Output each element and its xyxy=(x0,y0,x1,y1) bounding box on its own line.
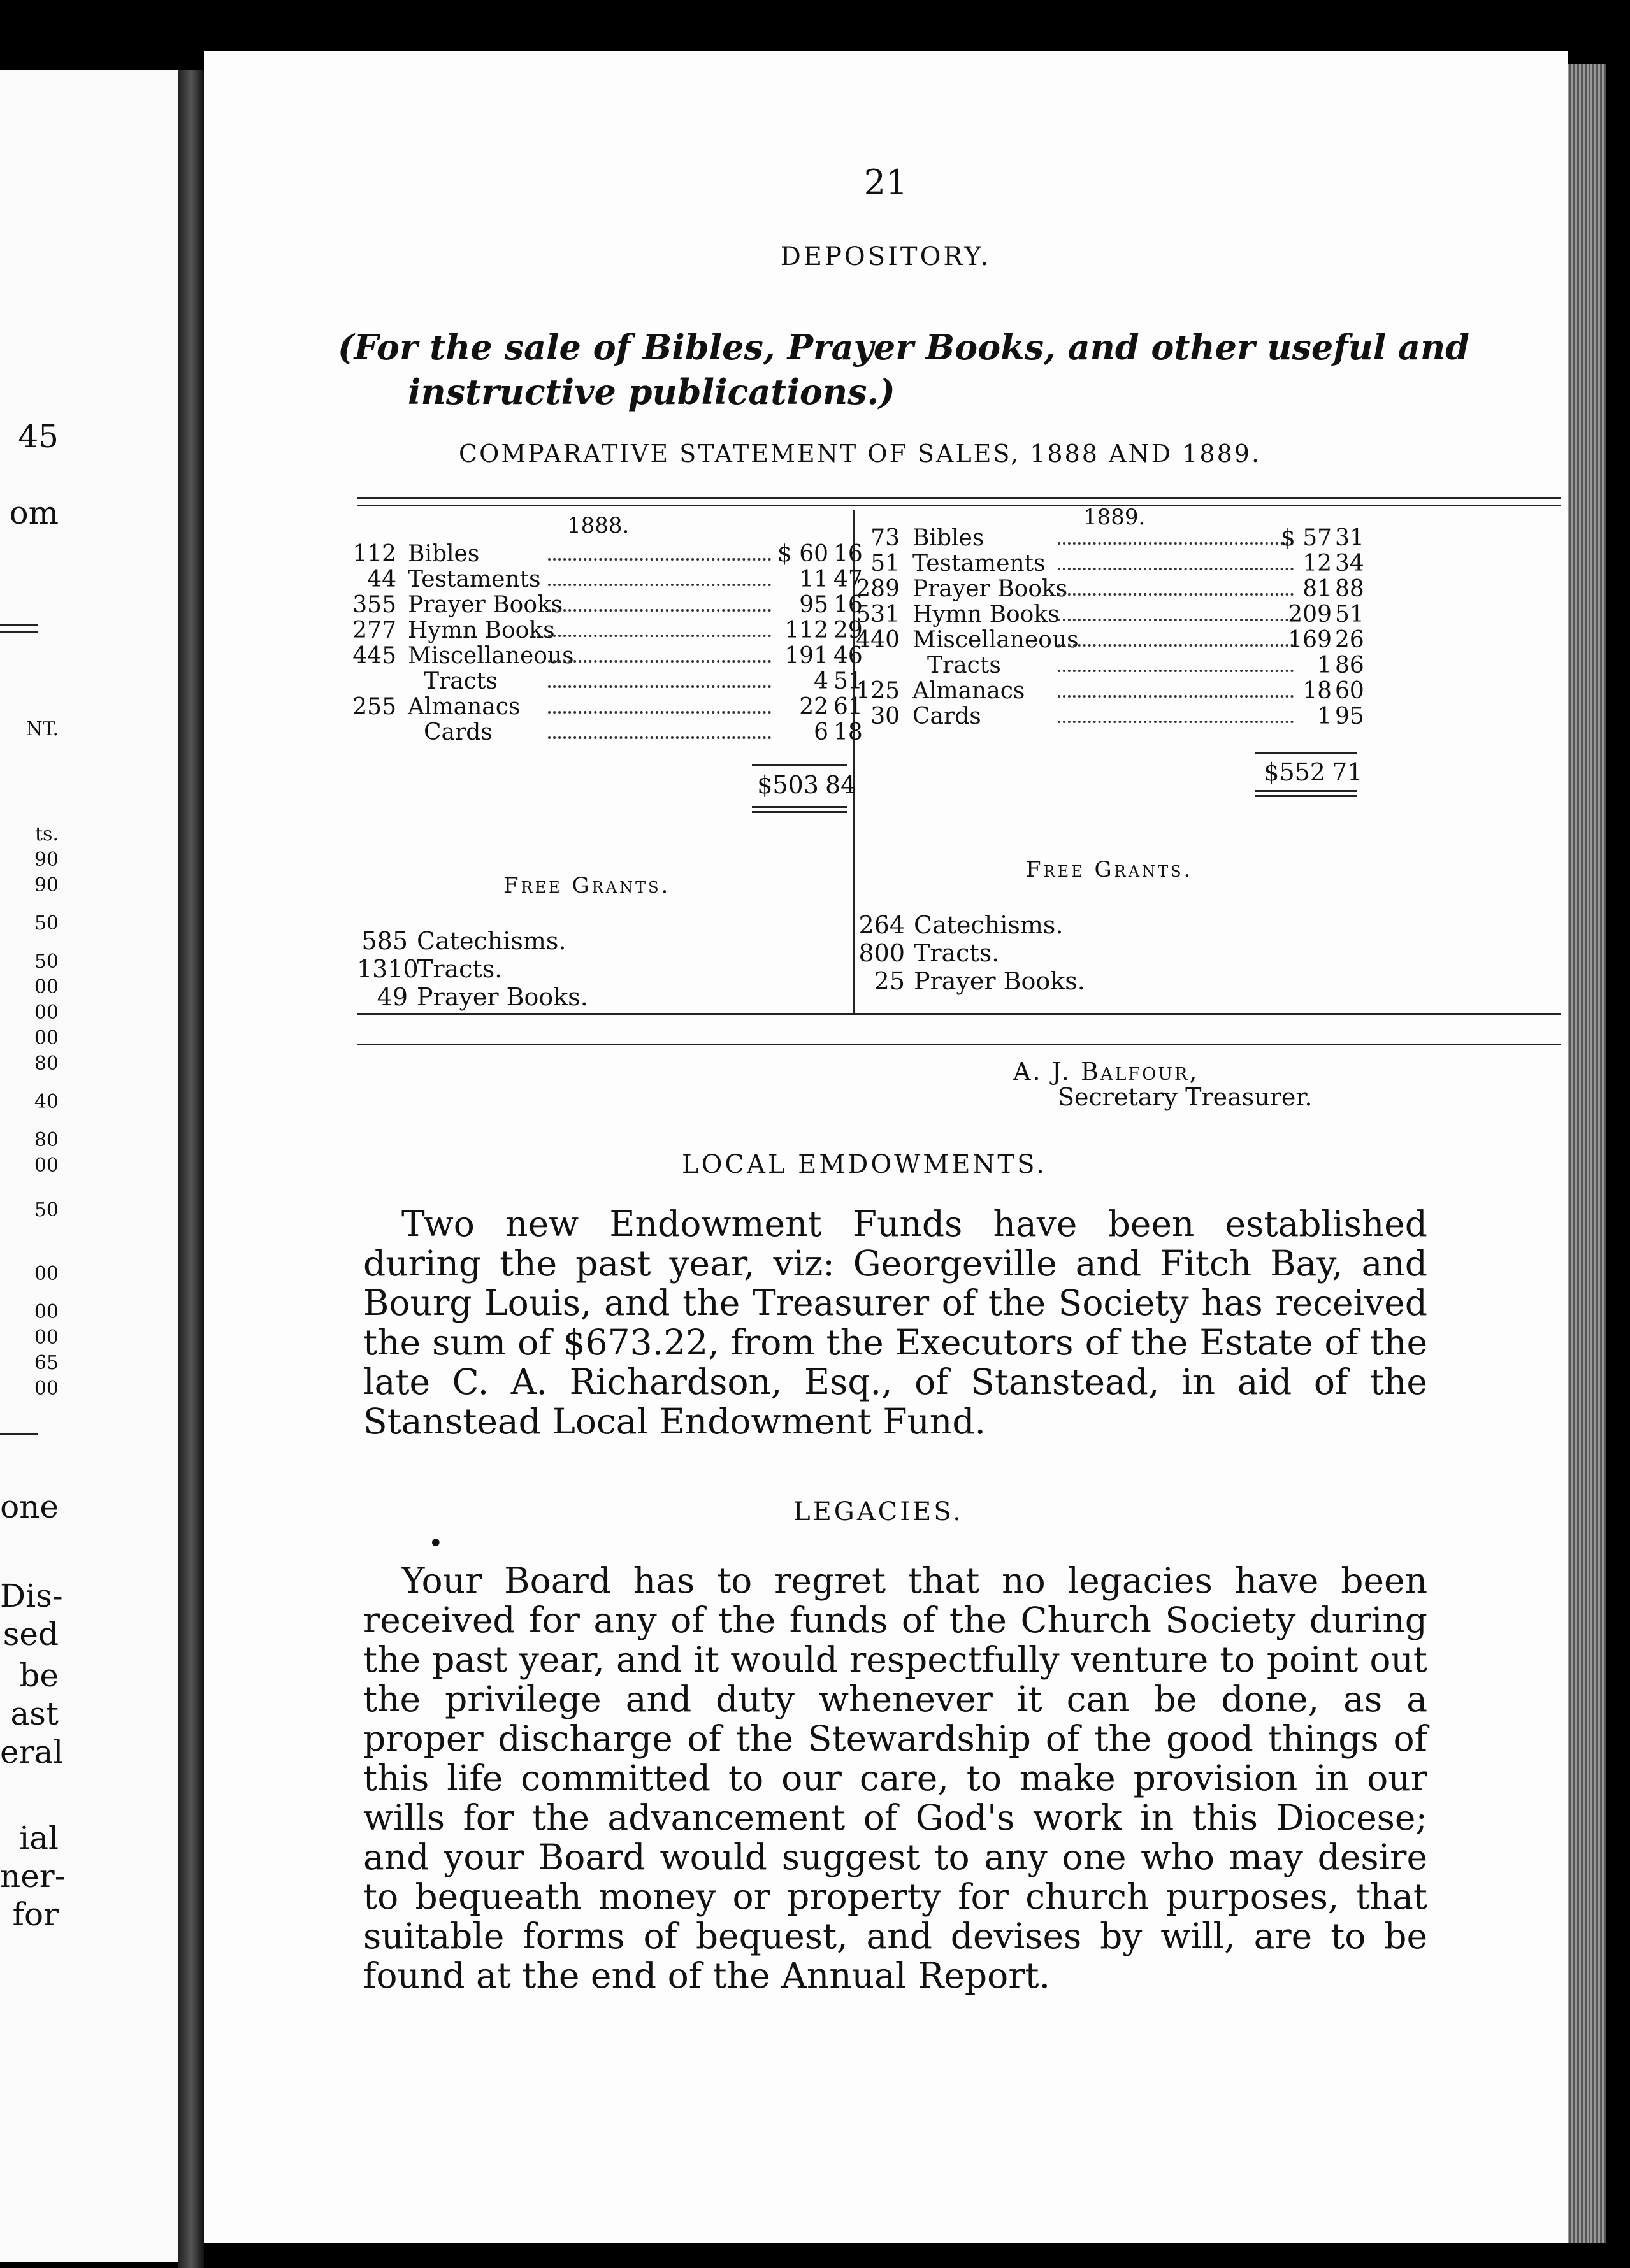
left-fragment: 80 xyxy=(34,1052,59,1075)
quantity-cell: 125 xyxy=(856,678,900,704)
quantity-cell: 277 xyxy=(352,617,396,643)
leader-dots xyxy=(1058,695,1294,698)
item-cell: Cards xyxy=(424,719,493,745)
left-fragment: 50 xyxy=(34,951,59,973)
left-fragment: 00 xyxy=(34,1001,59,1024)
left-fragment: NT. xyxy=(25,718,59,740)
grant-item: Catechisms. xyxy=(417,927,566,955)
cents-cell: 60 xyxy=(1335,678,1364,704)
left-fragment: 00 xyxy=(34,1377,59,1400)
dollars-cell: 209 xyxy=(1288,601,1332,628)
item-cell: Hymn Books xyxy=(912,601,1060,628)
leader-dots xyxy=(1058,619,1294,621)
total-1889-cents: 71 xyxy=(1332,758,1363,786)
grant-quantity: 585 xyxy=(361,927,408,955)
table-top-rule xyxy=(357,505,1561,506)
signature-title: Secretary Treasurer. xyxy=(1058,1083,1313,1111)
left-fragment: 40 xyxy=(34,1091,59,1113)
item-cell: Bibles xyxy=(408,541,480,567)
item-cell: Miscellaneous xyxy=(408,643,574,669)
cents-cell: 95 xyxy=(1335,703,1364,729)
total-1889-dollars: $552 xyxy=(1264,758,1325,786)
left-rule xyxy=(0,631,38,633)
left-fragment: 00 xyxy=(34,1301,59,1323)
leader-dots xyxy=(548,711,771,714)
item-cell: Almanacs xyxy=(408,694,521,720)
left-fragment: 90 xyxy=(34,874,59,896)
table-row xyxy=(854,526,1574,551)
local-endowments-heading: LOCAL EMDOWMENTS. xyxy=(682,1150,1047,1179)
leader-dots xyxy=(1058,568,1294,570)
legacies-paragraph: Your Board has to regret that no legacies have been received for any of the funds of the Church Society during the past year, and it would respectfully venture to point out the privilege and duty whenever it can be done, as a proper discharge of the Stewardship of the good things of this life committed to our care, to make provision in our wills for the advancement of God's work in this Diocese; and your Board would suggest to any one who may desire to bequeath money or property for church purposes, that suitable forms of bequest, and devises by will, are to be found at the end of the Annual Report. xyxy=(363,1560,1427,1996)
left-rule xyxy=(0,1433,38,1435)
table-row xyxy=(854,577,1574,602)
item-cell: Prayer Books xyxy=(408,592,563,618)
total-double-rule-1888 xyxy=(752,811,847,813)
cents-cell: 47 xyxy=(833,566,863,592)
left-fragment: ast xyxy=(10,1695,59,1732)
free-grants-1889-heading: Free Grants. xyxy=(1026,857,1194,882)
dollars-cell: 22 xyxy=(799,694,828,720)
left-fragment: 00 xyxy=(34,1154,59,1177)
dollars-cell: 1 xyxy=(1317,652,1332,678)
dollars-cell: $ 57 xyxy=(1280,525,1332,551)
leader-dots xyxy=(548,609,771,612)
table-row xyxy=(854,678,1574,704)
book-spine xyxy=(178,70,204,2268)
grant-item: Prayer Books. xyxy=(914,967,1085,995)
left-rule xyxy=(0,624,38,626)
item-cell: Tracts xyxy=(424,668,498,694)
grant-quantity: 49 xyxy=(377,983,408,1011)
local-endowments-paragraph: Two new Endowment Funds have been established during the past year, viz: Georgeville and Fitch Bay, and Bourg Louis, and the Treasurer of the Society has received the sum of $673.22, from the Executors of the Estate of the late C. A. Richardson, Esq., of Stanstead, in aid of the Stanstead Local Endowment Fund. xyxy=(363,1203,1427,1442)
left-fragment: be xyxy=(19,1657,59,1694)
depository-heading: DEPOSITORY. xyxy=(780,242,992,271)
total-rule-1888 xyxy=(752,764,847,766)
cents-cell: 26 xyxy=(1335,627,1364,653)
item-cell: Testaments xyxy=(408,566,541,592)
grant-quantity: 264 xyxy=(858,911,905,939)
free-grants-1888-heading: Free Grants. xyxy=(503,873,671,898)
dollars-cell: $ 60 xyxy=(777,541,828,567)
left-fragment: eral xyxy=(0,1733,64,1770)
table-row xyxy=(350,541,863,567)
left-fragment: 45 xyxy=(18,418,59,455)
leader-dots xyxy=(548,736,771,739)
signature-name: A. J. Balfour, xyxy=(1013,1058,1199,1086)
leader-dots xyxy=(548,660,771,663)
table-row xyxy=(854,602,1574,628)
legacies-heading: LEGACIES. xyxy=(793,1497,963,1526)
table-row xyxy=(350,592,863,618)
cents-cell: 18 xyxy=(833,719,863,745)
quantity-cell: 445 xyxy=(352,643,396,669)
depository-subtitle xyxy=(338,325,1485,414)
main-page xyxy=(204,51,1568,2243)
cents-cell: 16 xyxy=(833,592,863,618)
grant-row xyxy=(357,955,502,983)
left-fragment: 50 xyxy=(34,1199,59,1221)
dollars-cell: 18 xyxy=(1302,678,1332,704)
total-double-rule-1889 xyxy=(1255,790,1357,792)
grant-quantity: 800 xyxy=(858,939,905,967)
left-fragment: 90 xyxy=(34,849,59,871)
grant-row xyxy=(854,967,1085,995)
item-cell: Tracts xyxy=(927,652,1001,678)
leader-dots xyxy=(1058,542,1294,545)
left-fragment: ial xyxy=(19,1819,59,1856)
table-row xyxy=(854,551,1574,577)
left-fragment: 50 xyxy=(34,912,59,935)
dollars-cell: 11 xyxy=(799,566,828,592)
table-row xyxy=(854,628,1574,653)
leader-dots xyxy=(548,584,771,586)
table-row xyxy=(350,617,863,643)
item-cell: Hymn Books xyxy=(408,617,555,643)
left-fragment: 00 xyxy=(34,1027,59,1049)
grant-item: Tracts. xyxy=(417,955,503,983)
table-row xyxy=(350,719,863,745)
grant-item: Prayer Books. xyxy=(417,983,588,1011)
table-row xyxy=(350,566,863,592)
quantity-cell: 289 xyxy=(856,576,900,602)
quantity-cell: 51 xyxy=(870,550,900,577)
cents-cell: 51 xyxy=(1335,601,1364,628)
left-page-fragment xyxy=(0,70,182,2262)
cents-cell: 51 xyxy=(833,668,863,694)
left-fragment: for xyxy=(12,1896,59,1933)
cents-cell: 31 xyxy=(1335,525,1364,551)
leader-dots xyxy=(548,635,771,637)
quantity-cell: 531 xyxy=(856,601,900,628)
total-double-rule-1888 xyxy=(752,806,847,808)
left-fragment: 65 xyxy=(34,1352,59,1374)
quantity-cell: 73 xyxy=(870,525,900,551)
dollars-cell: 81 xyxy=(1302,576,1332,602)
year-1889: 1889. xyxy=(1083,505,1146,530)
dollars-cell: 112 xyxy=(784,617,828,643)
item-cell: Testaments xyxy=(912,550,1046,577)
table-row xyxy=(854,704,1574,729)
page-number: 21 xyxy=(863,162,908,203)
left-fragment: ner- xyxy=(0,1858,66,1895)
quantity-cell: 255 xyxy=(352,694,396,720)
cents-cell: 46 xyxy=(833,643,863,669)
item-cell: Miscellaneous xyxy=(912,627,1079,653)
table-row xyxy=(350,643,863,669)
dollars-cell: 169 xyxy=(1288,627,1332,653)
grant-quantity: 25 xyxy=(874,967,905,995)
table-top-rule xyxy=(357,497,1561,499)
grant-row xyxy=(854,939,999,967)
left-fragment: 00 xyxy=(34,976,59,998)
left-fragment: 00 xyxy=(34,1326,59,1349)
total-1888-cents: 84 xyxy=(825,771,856,799)
total-1888-dollars: $503 xyxy=(757,771,819,799)
grant-item: Tracts. xyxy=(914,939,1000,967)
leader-dots xyxy=(548,685,771,688)
dollars-cell: 1 xyxy=(1317,703,1332,729)
dollars-cell: 191 xyxy=(784,643,828,669)
cents-cell: 86 xyxy=(1335,652,1364,678)
dollars-cell: 6 xyxy=(814,719,828,745)
cents-cell: 61 xyxy=(833,694,863,720)
table-bottom-rule xyxy=(357,1044,1561,1045)
leader-dots xyxy=(1058,644,1294,647)
page-edges xyxy=(1568,64,1606,2243)
dollars-cell: 95 xyxy=(799,592,828,618)
table-row xyxy=(350,694,863,720)
left-fragment: 00 xyxy=(34,1263,59,1285)
dollars-cell: 12 xyxy=(1302,550,1332,577)
leader-dots xyxy=(1058,721,1294,723)
left-fragment: sed xyxy=(3,1616,59,1653)
quantity-cell: 355 xyxy=(352,592,396,618)
table-row xyxy=(350,668,863,694)
left-fragment: ts. xyxy=(35,823,59,845)
left-fragment: om xyxy=(9,494,59,531)
left-fragment: 80 xyxy=(34,1129,59,1151)
quantity-cell: 440 xyxy=(856,627,900,653)
item-cell: Prayer Books xyxy=(912,576,1068,602)
year-1888: 1888. xyxy=(567,513,630,538)
total-double-rule-1889 xyxy=(1255,795,1357,797)
left-fragment: Dis- xyxy=(0,1577,63,1614)
item-cell: Bibles xyxy=(912,525,984,551)
leader-dots xyxy=(1058,593,1294,596)
quantity-cell: 112 xyxy=(352,541,396,567)
table-row xyxy=(854,653,1574,678)
grant-row xyxy=(357,927,566,955)
subtitle-line-1: (For the sale of Bibles, Prayer Books, and other useful and xyxy=(338,327,1470,368)
leader-dots xyxy=(1058,670,1294,672)
total-rule-1889 xyxy=(1255,752,1357,754)
subtitle-line-2: instructive publications.) xyxy=(408,371,895,412)
cents-cell: 88 xyxy=(1335,576,1364,602)
cents-cell: 34 xyxy=(1335,550,1364,577)
item-cell: Cards xyxy=(912,703,981,729)
grant-item: Catechisms. xyxy=(914,911,1064,939)
quantity-cell: 30 xyxy=(870,703,900,729)
quantity-cell: 44 xyxy=(367,566,396,592)
stray-mark: • xyxy=(428,1529,444,1558)
cents-cell: 16 xyxy=(833,541,863,567)
statement-title: COMPARATIVE STATEMENT OF SALES, 1888 AND 1889. xyxy=(459,440,1262,468)
grant-row xyxy=(357,983,588,1011)
leader-dots xyxy=(548,558,771,561)
left-fragment: one xyxy=(0,1488,59,1525)
grant-row xyxy=(854,911,1064,939)
table-bottom-rule xyxy=(357,1013,1561,1015)
grant-quantity: 1310 xyxy=(357,955,419,983)
cents-cell: 29 xyxy=(833,617,863,643)
item-cell: Almanacs xyxy=(912,678,1025,704)
dollars-cell: 4 xyxy=(814,668,828,694)
